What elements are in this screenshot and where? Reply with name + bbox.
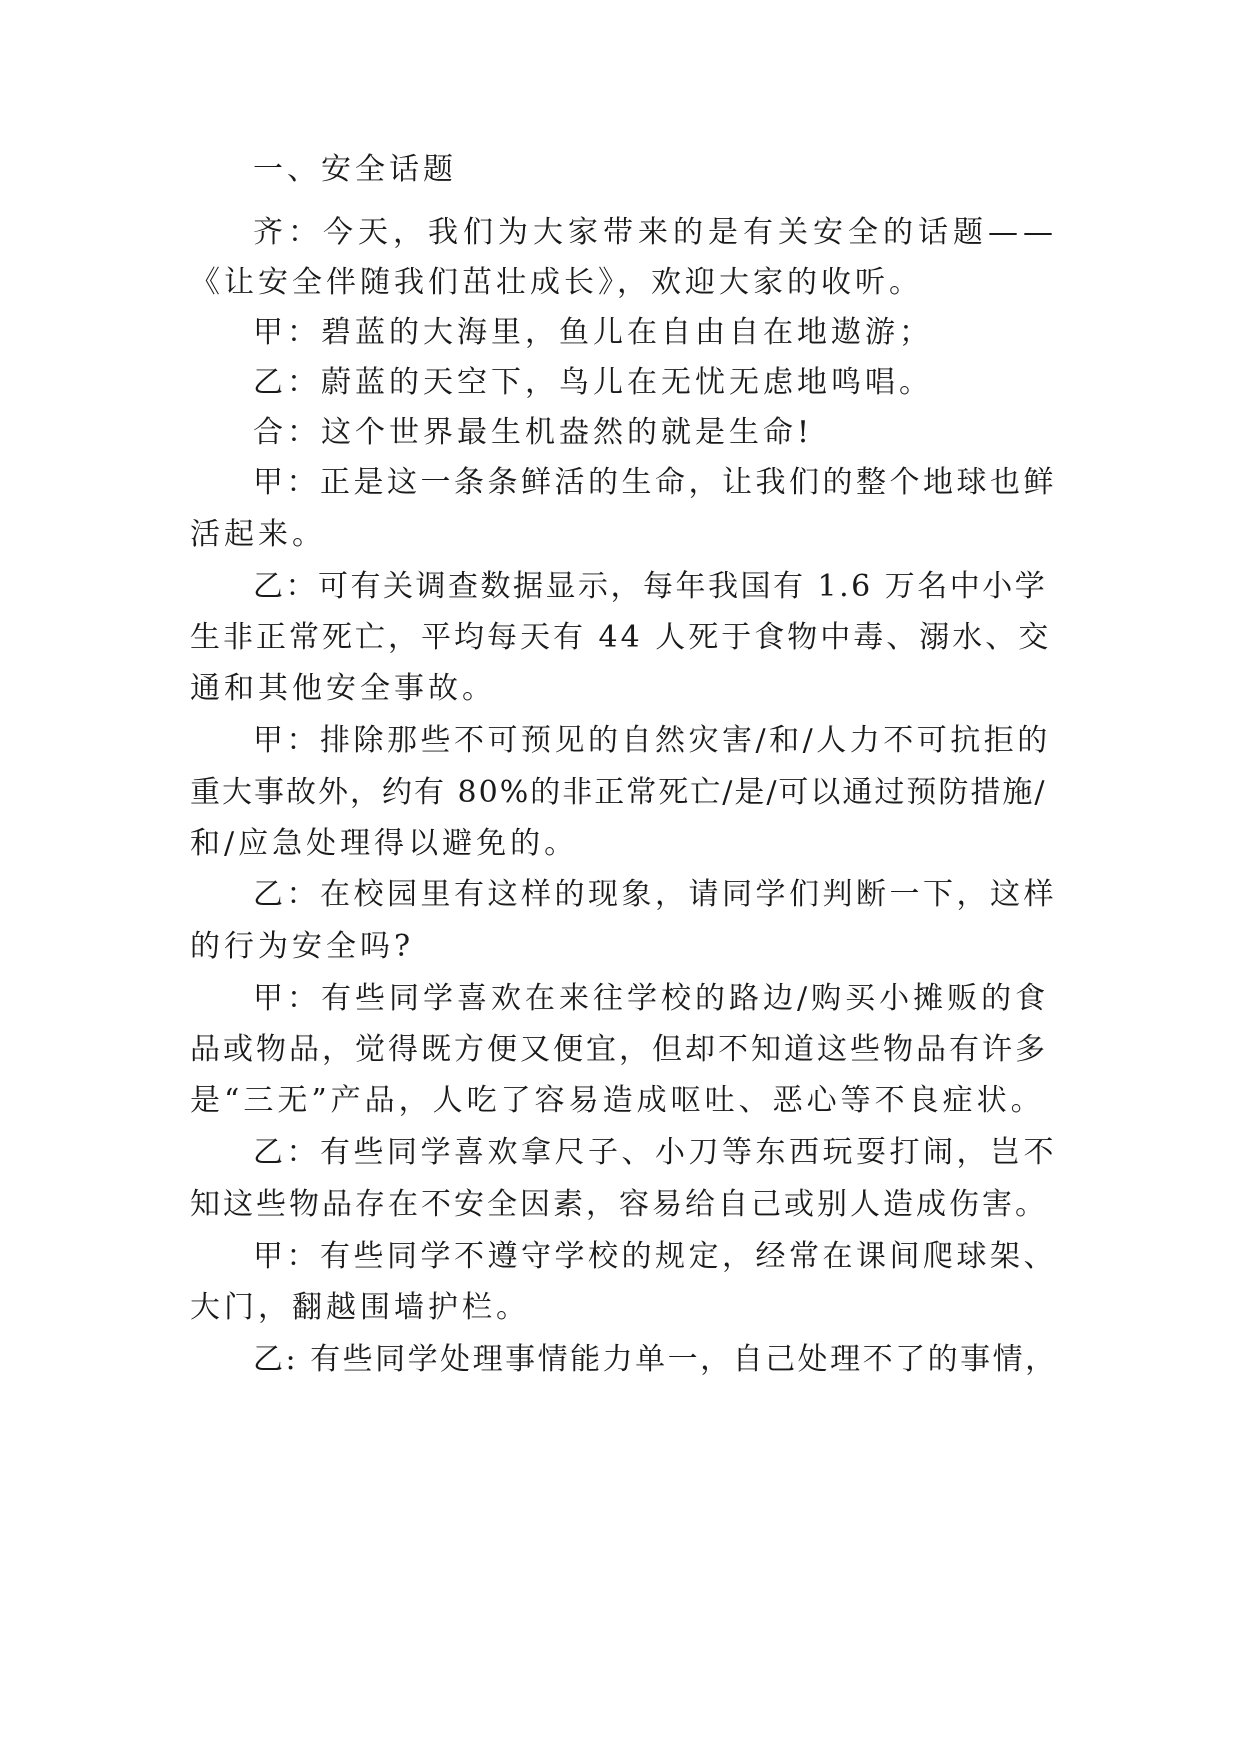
paragraph-line: 甲：排除那些不可预见的自然灾害/和/人力不可抗拒的 — [253, 723, 1051, 758]
paragraph-line: 乙：蔚蓝的天空下，鸟儿在无忧无虑地鸣唱。 — [253, 365, 933, 400]
paragraph-line: 乙: 有些同学处理事情能力单一，自己处理不了的事情， — [253, 1342, 1058, 1377]
paragraph-line: 《让安全伴随我们茁壮成长》，欢迎大家的收听。 — [190, 265, 923, 300]
paragraph-line: 甲：正是这一条条鲜活的生命，让我们的整个地球也鲜 — [253, 465, 1057, 500]
paragraph-line: 合：这个世界最生机盎然的就是生命! — [253, 415, 814, 450]
paragraph-line: 齐：今天，我们为大家带来的是有关安全的话题—— — [253, 215, 1058, 250]
paragraph-line: 甲：有些同学不遵守学校的规定，经常在课间爬球架、 — [253, 1239, 1057, 1274]
paragraph-line: 乙：可有关调查数据显示，每年我国有 1.6 万名中小学 — [253, 569, 1048, 604]
paragraph-line: 甲：有些同学喜欢在来往学校的路边/购买小摊贩的食 — [253, 981, 1050, 1016]
paragraph-line: 乙：在校园里有这样的现象，请同学们判断一下，这样 — [253, 877, 1057, 912]
paragraph-line: 和/应急处理得以避免的。 — [190, 826, 579, 861]
paragraph-line: 活起来。 — [190, 517, 326, 552]
paragraph-line: 生非正常死亡，平均每天有 44 人死于食物中毒、溺水、交 — [190, 620, 1052, 655]
section-heading: 一、安全话题 — [253, 152, 457, 187]
paragraph-line: 通和其他安全事故。 — [190, 671, 496, 706]
paragraph-line: 是“三无”产品，人吃了容易造成呕吐、恶心等不良症状。 — [190, 1083, 1045, 1118]
paragraph-line: 的行为安全吗? — [190, 929, 415, 964]
paragraph-line: 甲：碧蓝的大海里，鱼儿在自由自在地遨游； — [253, 315, 933, 350]
paragraph-line: 重大事故外，约有 80%的非正常死亡/是/可以通过预防措施/ — [190, 775, 1047, 810]
paragraph-line: 大门，翻越围墙护栏。 — [190, 1290, 530, 1325]
paragraph-line: 品或物品，觉得既方便又便宜，但却不知道这些物品有许多 — [190, 1032, 1048, 1067]
paragraph-line: 乙：有些同学喜欢拿尺子、小刀等东西玩耍打闹，岂不 — [253, 1135, 1057, 1170]
paragraph-line: 知这些物品存在不安全因素，容易给自己或别人造成伤害。 — [190, 1187, 1048, 1222]
